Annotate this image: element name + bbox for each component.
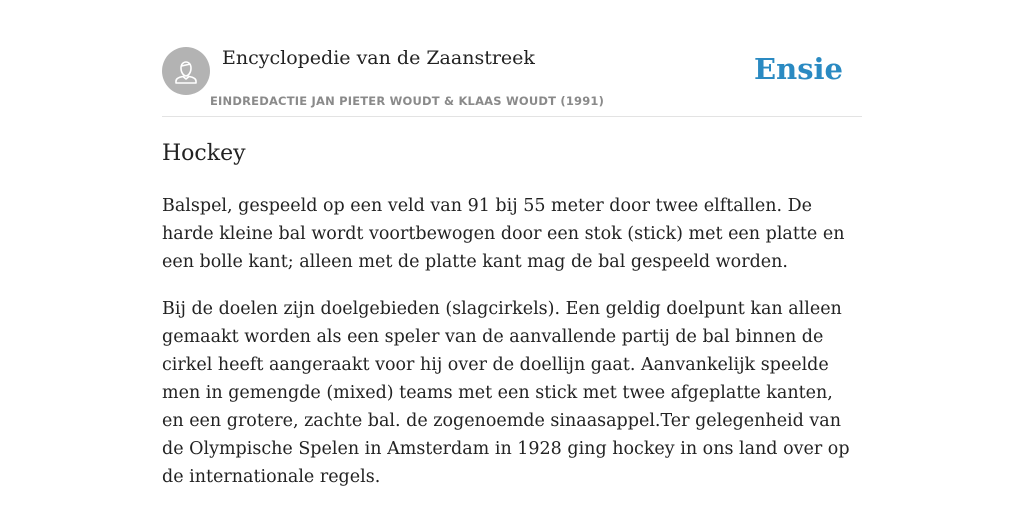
author-avatar[interactable]	[162, 47, 210, 95]
editors-credit: EINDREDACTIE JAN PIETER WOUDT & KLAAS WOUDT (1991)	[210, 94, 605, 108]
article-title: Hockey	[162, 141, 246, 166]
article	[162, 138, 852, 491]
user-icon	[162, 47, 210, 95]
source-header	[162, 0, 862, 117]
article-body	[162, 192, 852, 491]
source-title[interactable]: Encyclopedie van de Zaanstreek	[222, 47, 535, 69]
article-paragraph: Bij de doelen zijn doelgebieden (slagcirkels). Een geldig doelpunt kan alleen gemaakt worden als een speler van de aanvallende partij de bal binnen de cirkel heeft aangeraakt voor hij over de doellijn gaat. Aanvankelijk speelde men in gemengde (mixed) teams met een stick met twee afgeplatte kanten, en een grotere, zachte bal. de zogenoemde sinaasappel.Ter gelegenheid van de Olympische Spelen in Amsterdam in 1928 ging hockey in ons land over op de internationale regels.	[162, 299, 850, 487]
article-paragraph: Balspel, gespeeld op een veld van 91 bij 55 meter door twee elftallen. De harde kleine bal wordt voortbewogen door een stok (stick) met een platte en een bolle kant; alleen met de platte kant mag de bal gespeeld worden.	[162, 196, 845, 272]
ensie-logo-link[interactable]: Ensie	[754, 52, 843, 86]
